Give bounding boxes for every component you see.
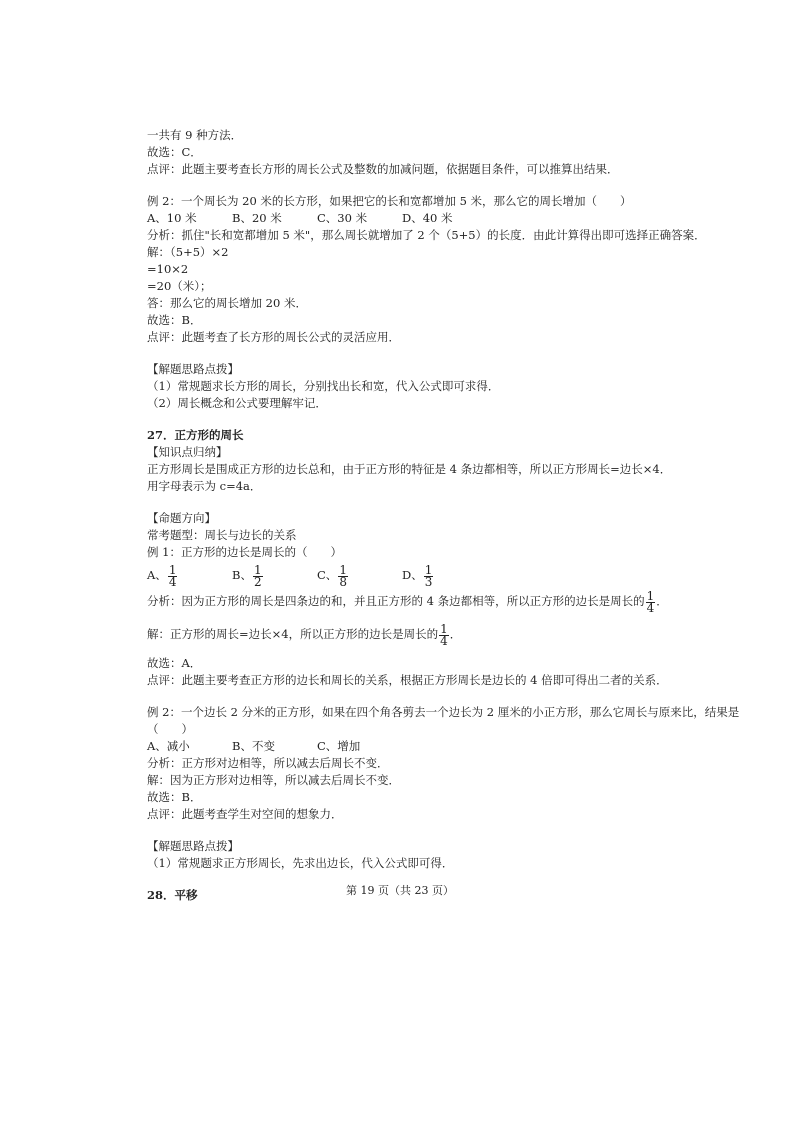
text-line: 点评：此题考查了长方形的周长公式的灵活应用． (147, 330, 400, 344)
text-line: 故选：C． (147, 145, 202, 159)
example-question: 例 2：一个周长为 20 米的长方形，如果把它的长和宽都增加 5 米，那么它的周长增加（ ） (147, 194, 632, 208)
solution-line: 解：正方形的周长=边长×4，所以正方形的边长是周长的 $\frac{1}{4}$ ． (147, 621, 462, 648)
option-d-label: D、 (402, 568, 423, 582)
text-line: （1）常规题求长方形的周长，分别找出长和宽，代入公式即可求得． (147, 379, 500, 393)
text-line: 解：（5+5）×2 (147, 245, 229, 259)
text-line: 点评：此题主要考查长方形的周长公式及整数的加减问题，依据题目条件，可以推算出结果． (147, 162, 619, 176)
option-c: C、增加 (317, 739, 361, 753)
fraction: $\frac{1}{3}$ (424, 562, 433, 589)
text-line: =20（米）； (147, 279, 212, 293)
text-line: 故选：B． (147, 313, 202, 327)
option-b: B、20 米 (232, 211, 282, 225)
text-line: 点评：此题考查学生对空间的想象力． (147, 807, 343, 821)
text-line: 用字母表示为 c=4a． (147, 479, 262, 493)
option-a-label: A、 (147, 568, 167, 582)
option-d: D、40 米 (402, 211, 453, 225)
text-line: 一共有 9 种方法． (147, 128, 243, 142)
fraction: $\frac{1}{8}$ (339, 562, 347, 589)
option-b: B、不变 (232, 739, 275, 753)
section-heading: 27．正方形的周长 (147, 428, 244, 442)
text-line: 答：那么它的周长增加 20 米． (147, 296, 307, 310)
text-line: （ ） (147, 722, 193, 736)
text-line: 故选：B． (147, 790, 202, 804)
text-line: 分析：正方形对边相等，所以减去后周长不变． (147, 756, 389, 770)
option-c: C、30 米 (317, 211, 368, 225)
text-line: 常考题型：周长与边长的关系 (147, 528, 297, 542)
section-tag: 【解题思路点拨】 (147, 362, 239, 376)
text-line: （1）常规题求正方形周长，先求出边长，代入公式即可得． (147, 856, 454, 870)
fraction: $\frac{1}{4}$ (168, 562, 177, 589)
text-line: =10×2 (147, 262, 189, 276)
option-c-label: C、 (317, 568, 338, 582)
fraction: $\frac{1}{4}$ (646, 588, 655, 615)
text-line: 解：因为正方形对边相等，所以减去后周长不变． (147, 773, 400, 787)
fraction: $\frac{1}{2}$ (253, 562, 262, 589)
text-line: 正方形周长是围成正方形的边长总和，由于正方形的特征是 4 条边都相等，所以正方形周长=边长×4． (147, 462, 672, 476)
options-row (147, 739, 402, 753)
analysis-line: 分析：因为正方形的周长是四条边的和，并且正方形的 4 条边都相等，所以正方形的边长是周长的 $\frac{1}{4}$ ． (147, 588, 668, 615)
text-line: （2）周长概念和公式要理解牢记． (147, 396, 327, 410)
text-line: 故选：A． (147, 656, 202, 670)
example-question: 例 2：一个边长 2 分米的正方形，如果在四个角各剪去一个边长为 2 厘米的小正方形，那么它周长与原来比，结果是 (147, 705, 740, 719)
fraction: $\frac{1}{4}$ (440, 621, 448, 648)
options-row (147, 211, 487, 225)
example-question: 例 1：正方形的边长是周长的（ ） (147, 545, 342, 559)
section-tag: 【解题思路点拨】 (147, 839, 239, 853)
text-line: 分析：抓住"长和宽都增加 5 米"，那么周长就增加了 2 个（5+5）的长度．由此计算得出即可选择正确答案． (147, 228, 706, 242)
section-heading: 28．平移 (147, 888, 198, 902)
option-a: A、减小 (147, 739, 190, 753)
option-b-label: B、 (232, 568, 252, 582)
section-tag: 【知识点归纳】 (147, 445, 228, 459)
fraction-options-row (147, 562, 487, 588)
option-a: A、10 米 (147, 211, 197, 225)
text-line: 点评：此题主要考查正方形的边长和周长的关系，根据正方形周长是边长的 4 倍即可得出二者的关系． (147, 673, 668, 687)
page-footer: 第 19 页（共 23 页） (346, 884, 454, 897)
section-tag: 【命题方向】 (147, 511, 216, 525)
